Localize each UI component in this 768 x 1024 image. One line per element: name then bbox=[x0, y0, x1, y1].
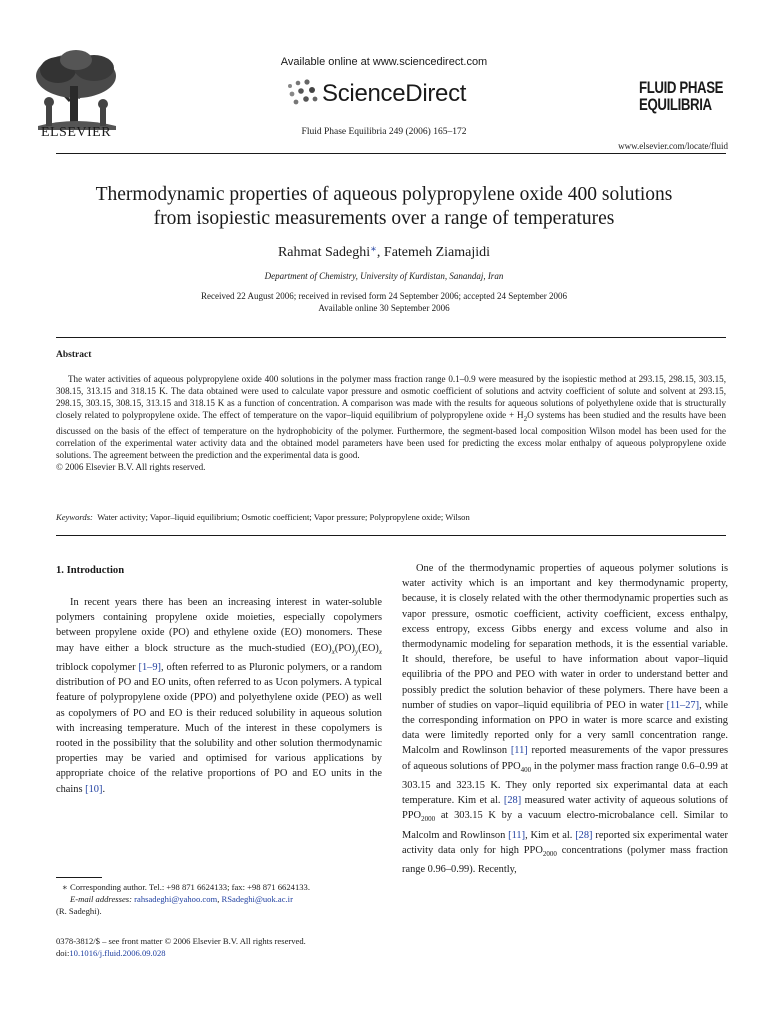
abstract-top-divider bbox=[56, 337, 726, 338]
right-text-8: reported six experimental water activity data only for high PPO bbox=[402, 829, 728, 856]
intro-paragraph bbox=[56, 595, 382, 797]
ref-link-28a[interactable]: [28] bbox=[503, 795, 522, 807]
sub-400: 400 bbox=[520, 765, 532, 774]
journal-logo-line1: FLUID PHASE bbox=[639, 78, 724, 97]
author-ziamajidi[interactable]: Fatemeh Ziamajidi bbox=[383, 245, 491, 260]
keywords bbox=[56, 512, 726, 522]
author-list bbox=[0, 244, 768, 261]
section-heading-introduction: 1. Introduction bbox=[56, 565, 125, 576]
abstract-part-1: The water activities of aqueous polypropylene oxide 400 solutions in the polymer mass fraction range 0.1–0.9 were measured by the isopiestic method at 293.15, 298.15, 303.15, 308.15, 313.15 and 318.15 K. The data obtained were used to calculate vapor pressure and osmotic coefficient of solutions and actvity coefficient of solute and solvent at 293.15, 298.15, 303.15, 308.15, 313.15 and 318.15 K as a function of concentration. A comparison was made with the results for aqueous solutions of polyethylene oxide that is structurally closely related to polypropylene oxide. The effect of temperature on the vapor–liquid equilibrium of polypropylene oxide + H bbox=[56, 374, 726, 421]
journal-logo bbox=[639, 79, 723, 113]
email-separator: , bbox=[217, 894, 222, 905]
received-dates: Received 22 August 2006; received in revised form 24 September 2006; accepted 24 September 2006 bbox=[201, 291, 567, 301]
right-text-1: One of the thermodynamic properties of aqueous polymer solutions is water activity which is an important and key thermodynamic property, because, it is closely related with the other thermodynamic properties such as vapor pressure, osmotic coefficient, activity coefficient, excess enthalpy, excess entropy, excess Gibbs energy and excess volume and also in thermodynamic modeling for separation methods, it is the essential variable. It should, therefore, be useful to have information about vapor–liquid equilibria of the PPO and PEO with water in order to understand better and possibly predict the solution behavior of these polymers. There have been a number of studies on vapor–liquid equilibria of PEO in water bbox=[402, 563, 728, 711]
journal-reference: Fluid Phase Equilibria 249 (2006) 165–172 bbox=[301, 127, 467, 137]
intro-text-6: . bbox=[102, 783, 106, 795]
right-text-7: , Kim et al. bbox=[525, 829, 576, 841]
journal-logo-line2: EQUILIBRIA bbox=[639, 95, 712, 114]
abstract-heading: Abstract bbox=[56, 350, 92, 360]
article-history bbox=[0, 290, 768, 314]
keywords-list: Water activity; Vapor–liquid equilibrium; Osmotic coefficient; Vapor pressure; Polypropylene oxide; Wilson bbox=[97, 512, 470, 522]
intro-sub-y: y bbox=[355, 647, 359, 656]
right-text-5: measured water activity of aqueous solutions of PPO bbox=[402, 795, 728, 822]
right-text-2: , while the corresponding information on PPO in water is more scarce and existing data were limitedly reported only for a very samll concentration range. Malcolm and Rowlinson bbox=[402, 699, 728, 757]
intro-text-3: (EO) bbox=[358, 642, 379, 654]
right-text-3: reported measurements of the vapor pressures of aqueous solutions of PPO bbox=[402, 745, 728, 772]
abstract-bottom-divider bbox=[56, 535, 726, 536]
email-link-uok[interactable]: RSadeghi@uok.ac.ir bbox=[221, 894, 293, 905]
intro-text-5: , often referred to as Pluronic polymers, or a random distribution of PO and EO units, often referred to as Ucon polymers. A typical feature of polypropylene oxide (PPO) and polyethylene oxide (PEO) as well as copolymers of PO and EO is their reduced solubility in aqueous solution with increasing temperature. Much of the interest in these copolymers is rooted in the possibility that the solubility and other solution thermodynamic properties may be varied and optimised for various applications by appropriate choice of the relative proportions of PO and EO units in the chains bbox=[56, 661, 382, 795]
right-text-4: in the polymer mass fraction range 0.6–0.99 at 303.15 and 323.15 K. They only reported six experimantal data at each temperature. Kim et al. bbox=[402, 760, 728, 807]
header-divider bbox=[56, 153, 726, 154]
intro-sub-x1: x bbox=[331, 647, 335, 656]
ref-link-11-27[interactable]: [11–27] bbox=[666, 699, 700, 711]
footnote-mark: ∗ bbox=[62, 882, 68, 892]
available-online-date: Available online 30 September 2006 bbox=[318, 303, 450, 313]
title-line-1: Thermodynamic properties of aqueous polypropylene oxide 400 solutions bbox=[95, 184, 673, 205]
issn-line: 0378-3812/$ – see front matter © 2006 Elsevier B.V. All rights reserved. bbox=[56, 936, 306, 946]
email-label: E-mail addresses: bbox=[70, 894, 132, 905]
sciencedirect-wordmark: ScienceDirect bbox=[322, 80, 467, 107]
footnote-text: Corresponding author. Tel.: +98 871 6624133; fax: +98 871 6624133. bbox=[67, 882, 310, 892]
ref-link-1-9[interactable]: [1–9] bbox=[138, 661, 162, 673]
journal-url-link[interactable]: www.elsevier.com/locate/fluid bbox=[618, 141, 728, 151]
ref-link-11a[interactable]: [11] bbox=[510, 745, 528, 757]
ref-link-11b[interactable]: [11] bbox=[508, 829, 526, 841]
abstract-body bbox=[56, 373, 726, 474]
doi-label: doi: bbox=[56, 948, 70, 959]
intro-text-4: triblock copolymer bbox=[56, 661, 139, 673]
footnote-name: (R. Sadeghi). bbox=[56, 906, 102, 917]
sub-2000-b: 2000 bbox=[542, 849, 557, 858]
footnote bbox=[56, 881, 382, 918]
abstract-copyright: © 2006 Elsevier B.V. All rights reserved. bbox=[56, 462, 206, 473]
publisher-name: ELSEVIER bbox=[40, 125, 112, 140]
right-text-6: at 303.15 K by a vacuum electro-microbalance cell. Similar to Malcolm and Rowlinson bbox=[402, 810, 728, 841]
ref-link-10[interactable]: [10] bbox=[85, 783, 103, 795]
intro-sub-x2: x bbox=[378, 647, 382, 656]
intro-text-2: (PO) bbox=[334, 642, 355, 654]
front-matter bbox=[56, 935, 382, 959]
doi-link[interactable]: 10.1016/j.fluid.2006.09.028 bbox=[69, 948, 166, 959]
footnote-contact bbox=[56, 881, 382, 893]
footnote-divider bbox=[56, 877, 102, 878]
doi-line bbox=[56, 947, 382, 959]
abstract-subscript: 2 bbox=[523, 415, 528, 424]
abstract-part-2: O systems has been studied and the results have been discussed on the basis of the effect of temperature on the hydrophobicity of the polymer. Furthermore, the segment-based local composition Wilson model has been used for the correlation of the experimental water activity data and the obtained model parameters have been used for predicting the excess molar enthalpy of aqueous polypropylene oxide solutions. The agreement between the prediction and the experimental data is good. bbox=[56, 410, 726, 461]
title-line-2: from isopiestic measurements over a range of temperatures bbox=[153, 208, 615, 229]
corresponding-author-mark[interactable]: ∗ bbox=[370, 244, 377, 255]
ref-link-28b[interactable]: [28] bbox=[575, 829, 593, 841]
intro-paragraph-right bbox=[402, 561, 728, 877]
author-separator: , bbox=[376, 245, 384, 260]
footnote-emails bbox=[56, 893, 382, 905]
available-online-text: Available online at www.sciencedirect.com bbox=[280, 56, 488, 68]
right-text-9: concentrations (polymer mass fraction range 0.96–0.99). Recently, bbox=[402, 844, 728, 876]
author-sadeghi[interactable]: Rahmat Sadeghi bbox=[277, 245, 371, 260]
email-link-yahoo[interactable]: rahsadeghi@yahoo.com bbox=[134, 894, 218, 905]
intro-text-1: In recent years there has been an increasing interest in water-soluble polymers containing propylene oxide moieties, especially copolymers between propylene oxide (PO) and ethylene oxide (EO) monomers. These may have either a block structure as the much-studied (EO) bbox=[56, 597, 382, 654]
keywords-label: Keywords: bbox=[56, 512, 93, 522]
article-title bbox=[40, 183, 728, 231]
affiliation: Department of Chemistry, University of Kurdistan, Sanandaj, Iran bbox=[264, 271, 504, 281]
sub-2000-a: 2000 bbox=[421, 815, 436, 824]
